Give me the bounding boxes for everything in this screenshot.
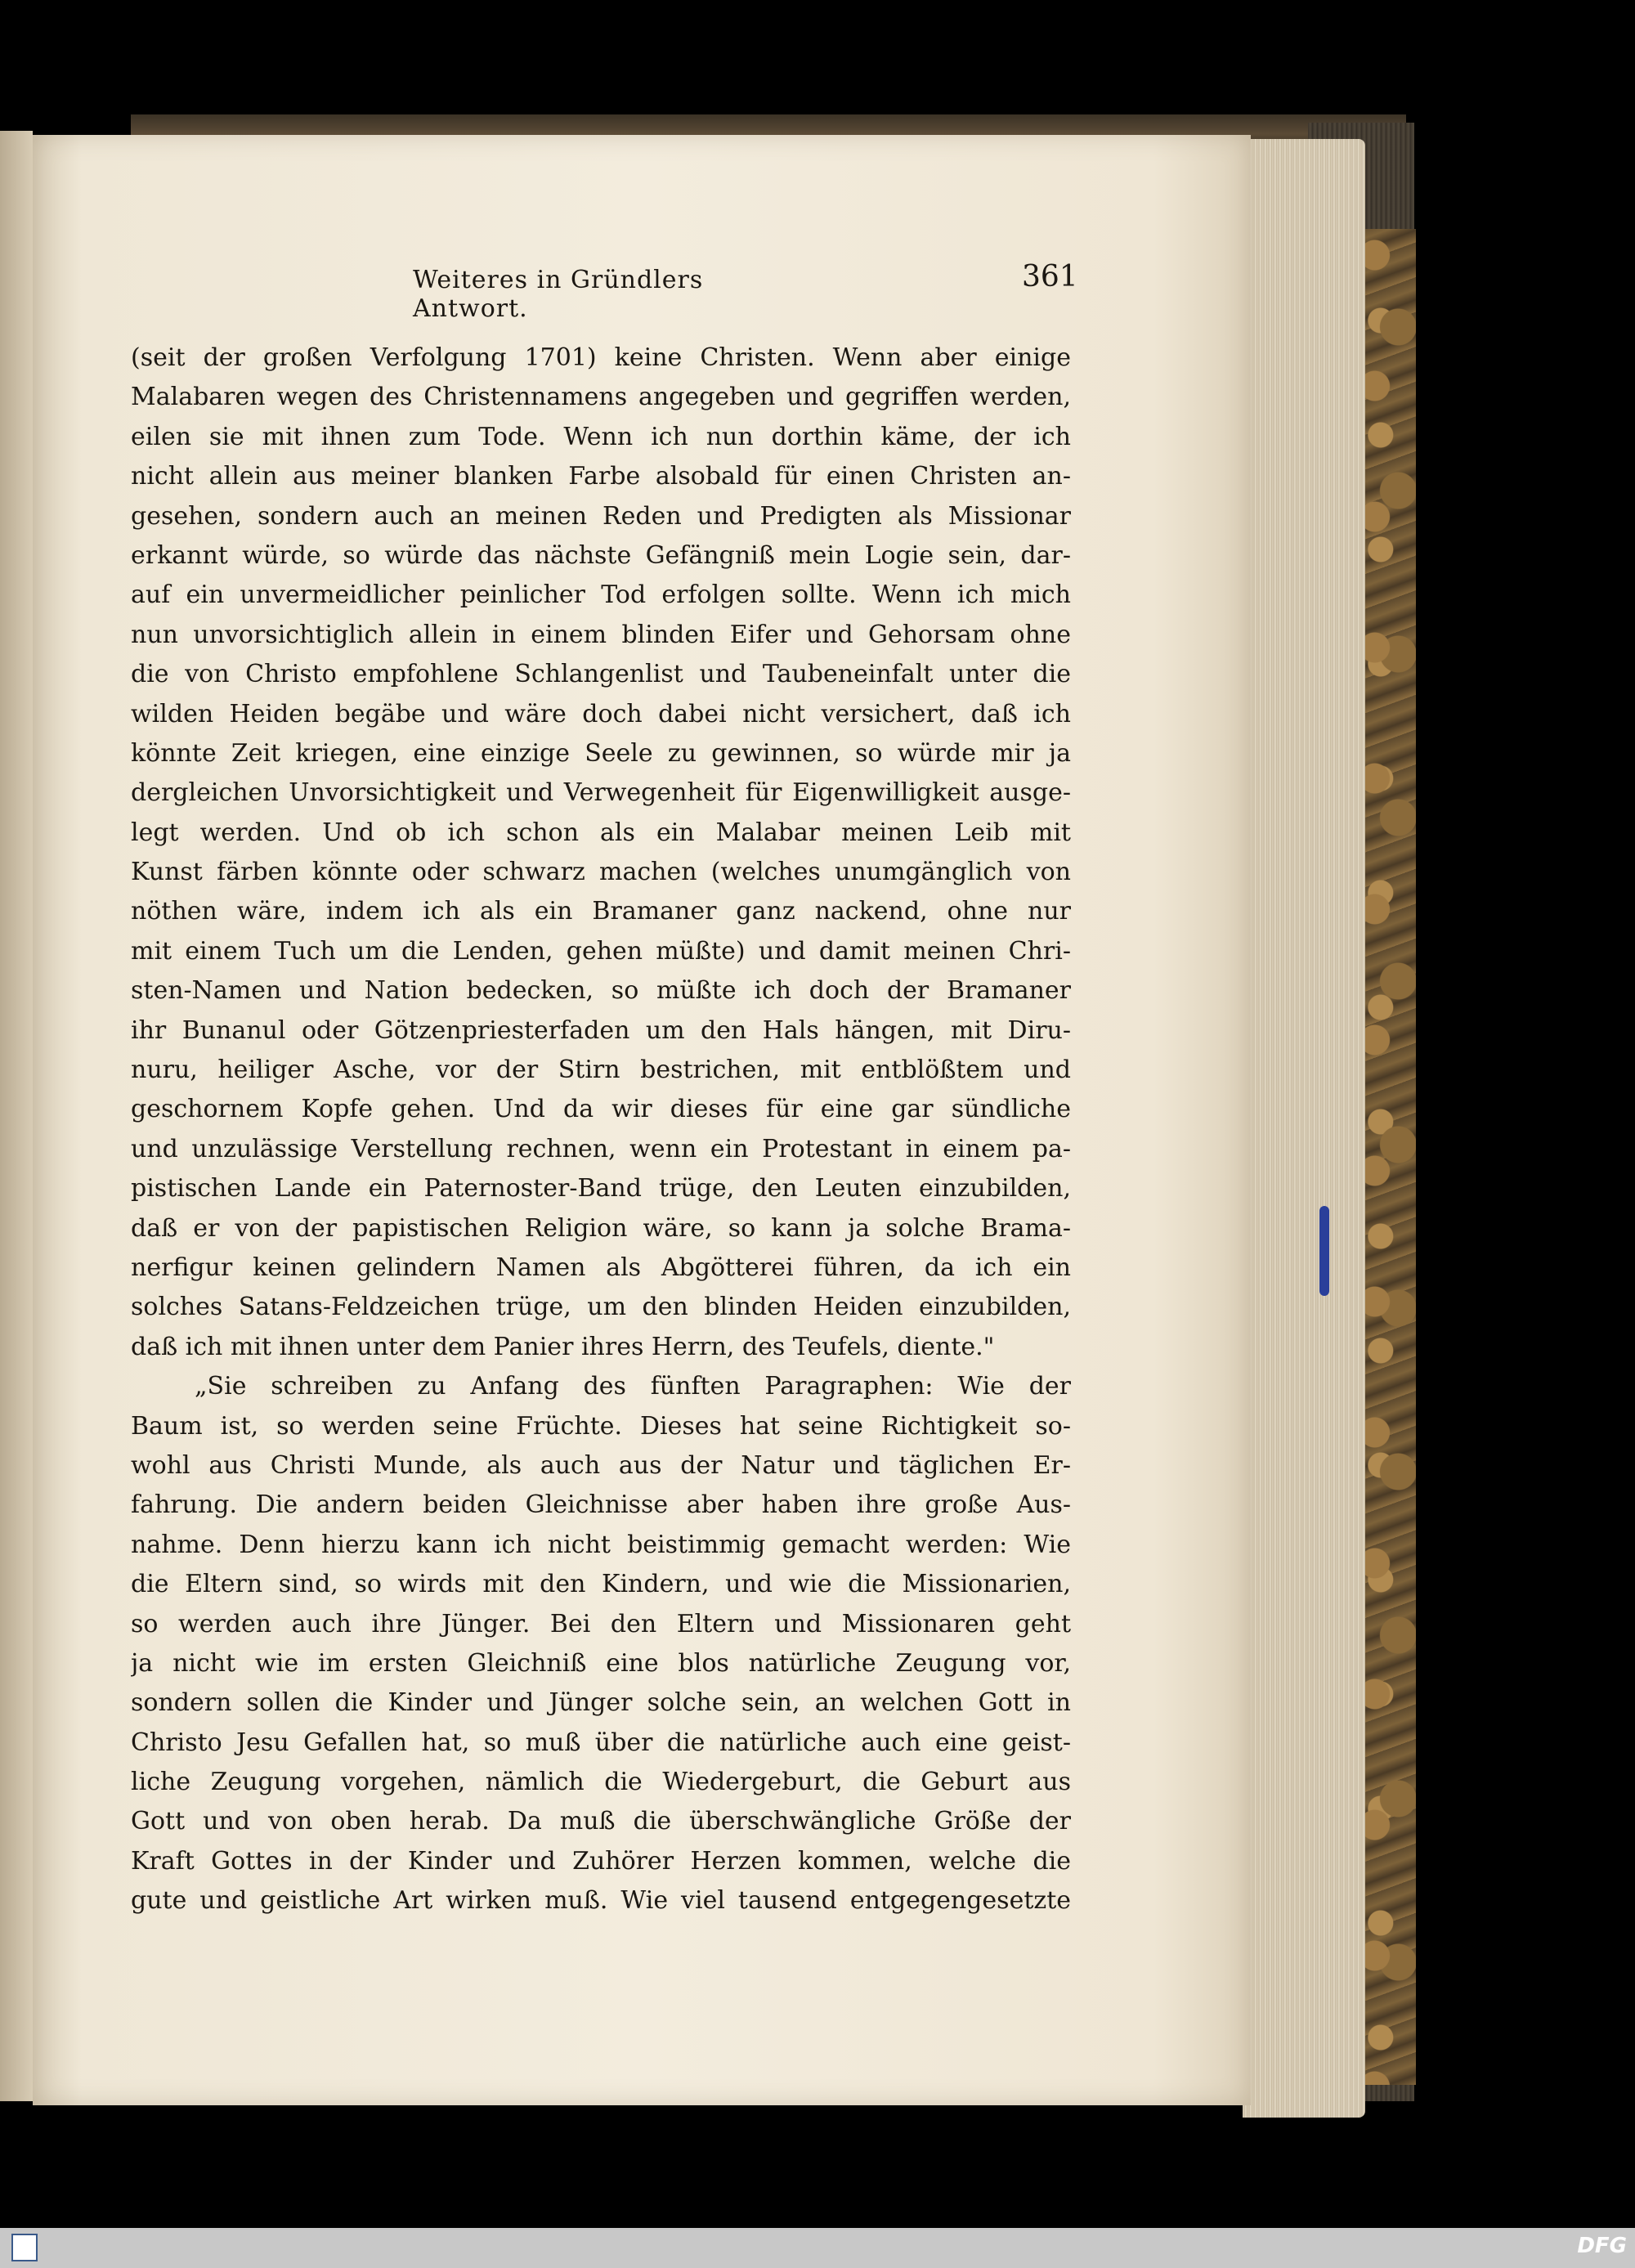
- paragraph-start-line: „Sie schreiben zu Anfang des fünften Paragraphen: Wie der: [195, 1372, 1071, 1401]
- running-header: Weiteres in Gründlers Antwort.: [413, 266, 704, 323]
- text-line: gesehen, sondern auch an meinen Reden und Predigten als Missionar: [131, 501, 1071, 531]
- text-line: nun unvorsichtiglich allein in einem blinden Eifer und Gehorsam ohne: [131, 620, 1071, 649]
- text-line: erkannt würde, so würde das nächste Gefängniß mein Logie sein, dar-: [131, 540, 1071, 570]
- text-line: mit einem Tuch um die Lenden, gehen müßte) und damit meinen Chri-: [131, 936, 1071, 966]
- text-line: sondern sollen die Kinder und Jünger solche sein, an welchen Gott in: [131, 1688, 1071, 1718]
- text-line: wohl aus Christi Munde, als auch aus der Natur und täglichen Er-: [131, 1450, 1071, 1480]
- bookmark-ribbon: [1319, 1206, 1329, 1296]
- text-line: sten-Namen und Nation bedecken, so müßte ich doch der Bramaner: [131, 976, 1071, 1006]
- text-line: Malabaren wegen des Christennamens angegeben und gegriffen werden,: [131, 383, 1071, 412]
- text-line: wilden Heiden begäbe und wäre doch dabei nicht versichert, daß ich: [131, 699, 1071, 728]
- text-line: Baum ist, so werden seine Früchte. Dieses hat seine Richtigkeit so-: [131, 1411, 1071, 1441]
- text-line: pistischen Lande ein Paternoster-Band trüge, den Leuten einzubilden,: [131, 1174, 1071, 1203]
- text-line: fahrung. Die andern beiden Gleichnisse aber haben ihre große Aus-: [131, 1490, 1071, 1520]
- text-line: Kunst färben könnte oder schwarz machen (welches unumgänglich von: [131, 858, 1071, 887]
- text-line: die Eltern sind, so wirds mit den Kindern, und wie die Missionarien,: [131, 1570, 1071, 1599]
- text-line: nöthen wäre, indem ich als ein Bramaner ganz nackend, ohne nur: [131, 897, 1071, 926]
- previous-page-edge: [0, 131, 33, 2101]
- text-line: solches Satans-Feldzeichen trüge, um den blinden Heiden einzubilden,: [131, 1293, 1071, 1322]
- text-line: könnte Zeit kriegen, eine einzige Seele zu gewinnen, so würde mir ja: [131, 738, 1071, 768]
- text-line: nerfigur keinen gelindern Namen als Abgötterei führen, da ich ein: [131, 1253, 1071, 1282]
- text-line: so werden auch ihre Jünger. Bei den Eltern und Missionaren geht: [131, 1609, 1071, 1638]
- text-line: gute und geistliche Art wirken muß. Wie viel tausend entgegengesetzte: [131, 1886, 1071, 1916]
- text-line: dergleichen Unvorsichtigkeit und Verwegenheit für Eigenwilligkeit ausge-: [131, 778, 1071, 808]
- page-stack-edges: [1243, 139, 1365, 2118]
- text-line: legt werden. Und ob ich schon als ein Malabar meinen Leib mit: [131, 818, 1071, 847]
- text-line: eilen sie mit ihnen zum Tode. Wenn ich nun dorthin käme, der ich: [131, 422, 1071, 451]
- text-line: und unzulässige Verstellung rechnen, wenn ein Protestant in einem pa-: [131, 1134, 1071, 1163]
- text-line: (seit der großen Verfolgung 1701) keine Christen. Wenn aber einige: [131, 343, 1071, 372]
- text-line: daß ich mit ihnen unter dem Panier ihres Herrn, des Teufels, diente.": [131, 1332, 995, 1361]
- text-line: die von Christo empfohlene Schlangenlist und Taubeneinfalt unter die: [131, 660, 1071, 689]
- dfg-logo: DFG: [1577, 2234, 1627, 2258]
- text-line: ihr Bunanul oder Götzenpriesterfaden um den Hals hängen, mit Diru-: [131, 1015, 1071, 1045]
- text-line: nuru, heiliger Asche, vor der Stirn bestrichen, mit entblößtem und: [131, 1056, 1071, 1085]
- text-line: daß er von der papistischen Religion wäre, so kann ja solche Brama-: [131, 1213, 1071, 1243]
- text-line: geschornem Kopfe gehen. Und da wir dieses für eine gar sündliche: [131, 1095, 1071, 1124]
- marbled-endpaper: [1357, 229, 1416, 2085]
- page-number: 361: [1022, 260, 1078, 294]
- text-line: Kraft Gottes in der Kinder und Zuhörer Herzen kommen, welche die: [131, 1846, 1071, 1876]
- text-line: liche Zeugung vorgehen, nämlich die Wiedergeburt, die Geburt aus: [131, 1768, 1071, 1797]
- viewer-footer-bar: [0, 2228, 1635, 2268]
- text-line: ja nicht wie im ersten Gleichniß eine blos natürliche Zeugung vor,: [131, 1648, 1071, 1678]
- text-line: Gott und von oben herab. Da muß die überschwängliche Größe der: [131, 1807, 1071, 1836]
- text-line: nahme. Denn hierzu kann ich nicht beistimmig gemacht werden: Wie: [131, 1530, 1071, 1559]
- body-text: [131, 338, 1071, 1921]
- library-logo-icon: [8, 2231, 41, 2264]
- text-line: nicht allein aus meiner blanken Farbe alsobald für einen Christen an-: [131, 462, 1071, 491]
- text-line: Christo Jesu Gefallen hat, so muß über die natürliche auch eine geist-: [131, 1728, 1071, 1757]
- text-line: auf ein unvermeidlicher peinlicher Tod erfolgen sollte. Wenn ich mich: [131, 580, 1071, 610]
